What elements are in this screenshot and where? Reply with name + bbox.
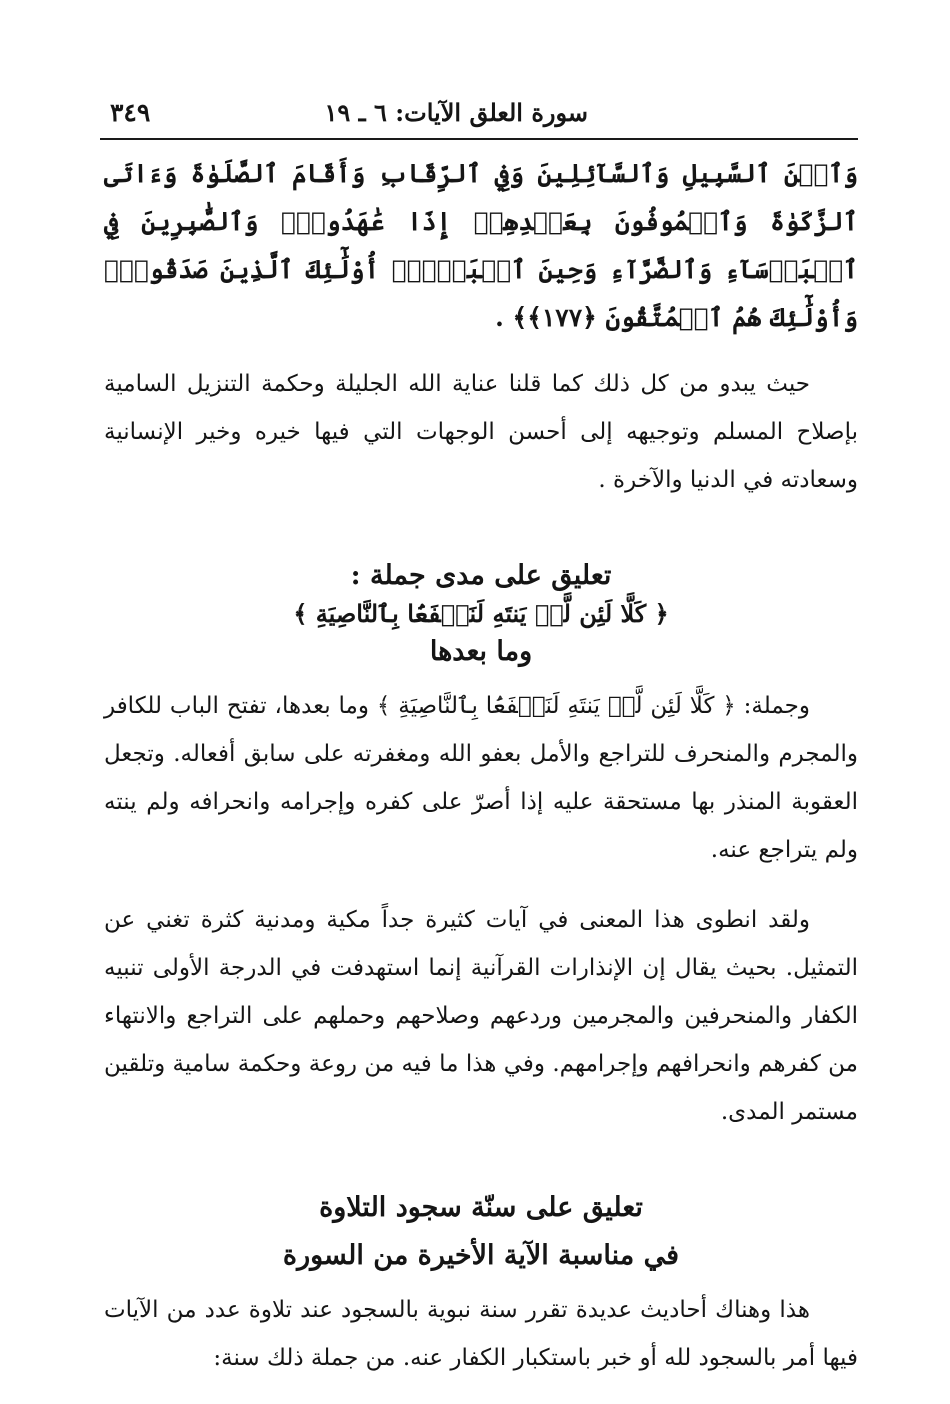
page-body	[104, 150, 858, 1404]
paragraph-2: وجملة: ﴿ كَلَّا لَئِن لَّمۡ يَنتَهِ لَنَسۡفَعَۢا بِٱلنَّاصِيَةِ ﴾ وما بعدها، تفتح الباب للكافر والمجرم والمنحرف للتراجع والأمل بعفو الله ومغفرته على سابق أفعاله. وتجعل العقوبة المنذر بها مستحقة عليه إذا أصرّ على كفره وإجرامه وانحرافه ولم ينته ولم يتراجع عنه.	[104, 693, 858, 863]
section-heading-1	[104, 556, 858, 672]
page-header	[100, 98, 858, 140]
paragraph-3: ولقد انطوى هذا المعنى في آيات كثيرة جداً مكية ومدنية كثرة تغني عن التمثيل. بحيث يقال إن الإنذارات القرآنية إنما استهدفت في الدرجة الأولى تنبيه الكفار والمنحرفين والمجرمين وردعهم وصلاحهم وحملهم على التراجع والانتهاء من كفرهم وانحرافهم وإجرامهم. وفي هذا ما فيه من روعة وحكمة سامية وتلقين مستمر المدى.	[104, 907, 858, 1125]
section-1-heading-top: تعليق على مدى جملة :	[350, 560, 612, 591]
section-2-heading-line-1: تعليق على سنّة سجود التلاوة	[319, 1192, 643, 1223]
section-heading-2	[104, 1188, 858, 1276]
section-1-verse: ﴿ كَلَّا لَئِن لَّمۡ يَنتَهِ لَنَسۡفَعَۢا بِٱلنَّاصِيَةِ ﴾	[293, 599, 669, 628]
section-2-heading-line-2: في مناسبة الآية الأخيرة من السورة	[282, 1240, 680, 1271]
quran-passage: وَٱبۡنَ ٱلسَّبِيلِ وَٱلسَّآئِلِينَ وَفِي ٱلرِّقَابِ وَأَقَامَ ٱلصَّلَوٰةَ وَءَاتَى ٱلزَّكَوٰةَ وَٱلۡمُوفُونَ بِعَهۡدِهِمۡ إِذَا عَٰهَدُواْۖ وَٱلصَّٰبِرِينَ فِي ٱلۡبَأۡسَآءِ وَٱلضَّرَّآءِ وَحِينَ ٱلۡبَأۡسِۗ أُوْلَٰٓئِكَ ٱلَّذِينَ صَدَقُواْۖ وَأُوْلَٰٓئِكَ هُمُ ٱلۡمُتَّقُونَ ﴿١٧٧﴾﴾ .	[104, 159, 858, 332]
paragraph-4: هذا وهناك أحاديث عديدة تقرر سنة نبوية بالسجود عند تلاوة عدد من الآيات فيها أمر بالسجود لله أو خبر باستكبار الكفار عنه. من جملة ذلك سنة:	[104, 1297, 858, 1371]
section-1-heading-bottom: وما بعدها	[429, 636, 533, 667]
page-number: ٣٤٩	[110, 98, 151, 127]
paragraph-1: حيث يبدو من كل ذلك كما قلنا عناية الله الجليلة وحكمة التنزيل السامية بإصلاح المسلم وتوجيهه إلى أحسن الوجهات التي فيها خيره وخير الإنسانية وسعادته في الدنيا والآخرة .	[104, 371, 858, 493]
running-title: سورة العلق الآيات: ٦ ـ ١٩	[324, 98, 588, 127]
